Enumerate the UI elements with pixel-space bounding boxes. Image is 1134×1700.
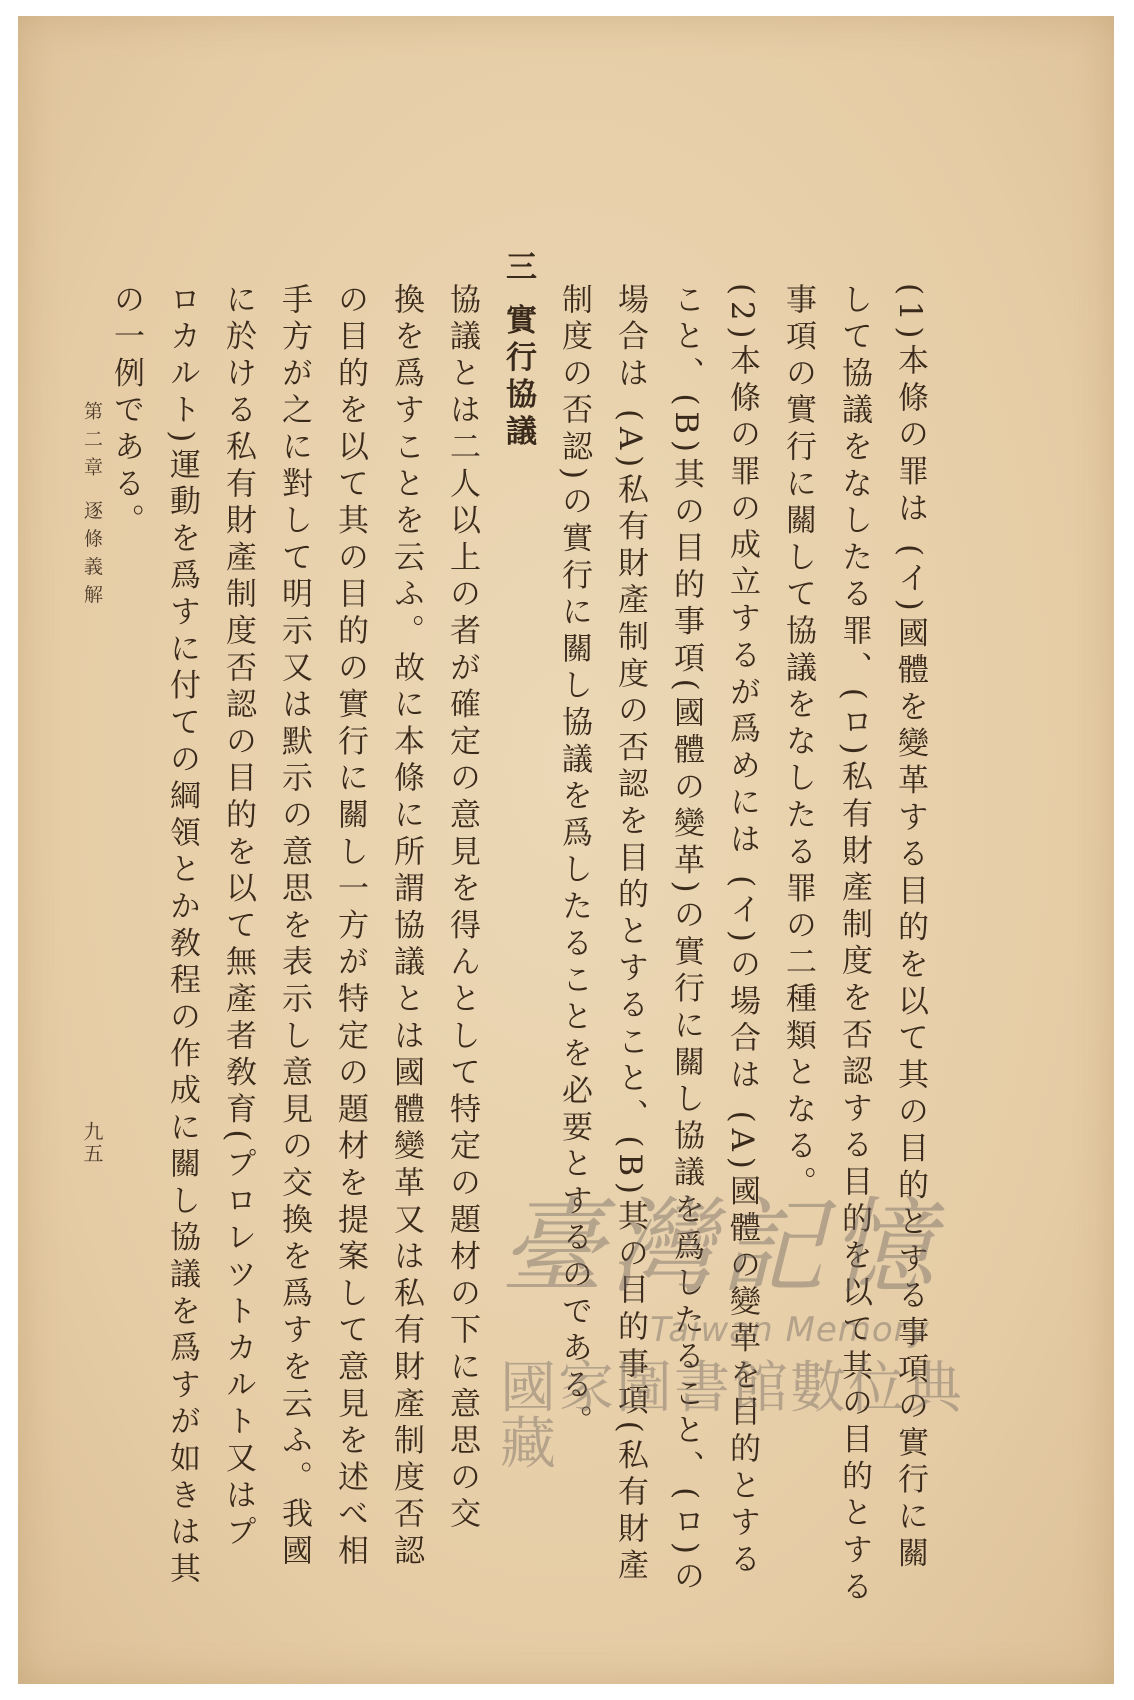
text-column-13: に於ける私有財產制度否認の目的を以て無產者敎育(プロレツトカルト又はプ <box>220 283 256 1553</box>
text-column-10: 換を爲すことを云ふ。故に本條に所謂協議とは國體變革又は私有財產制度否認 <box>388 283 424 1571</box>
text-column-15: の一例である。 <box>108 283 144 541</box>
running-head: 第二章 逐條義解 <box>81 401 103 613</box>
text-column-5: こと、(B)其の目的事項(國體の變革)の實行に關し協議を爲したること、(ロ)の <box>668 283 704 1597</box>
watermark-main-text: 臺灣記憶 <box>500 1186 941 1308</box>
text-column-12: 手方が之に對して明示又は默示の意思を表示し意見の交換を爲すを云ふ。我國 <box>276 283 312 1571</box>
text-column-7: 制度の否認)の實行に關し協議を爲したることを必要とするのである。 <box>556 283 592 1442</box>
text-column-6: 場合は (A)私有財產制度の否認を目的とすること、(B)其の目的事項(私有財產 <box>612 283 648 1586</box>
text-column-2: して協議をなしたる罪、(ロ)私有財產制度を否認する目的を以て其の目的とする <box>836 283 872 1607</box>
text-column-14: ロカルト)運動を爲すに付ての綱領とか敎程の作成に關し協議を爲すが如きは其 <box>164 283 200 1589</box>
section-heading: 三 實行協議 <box>500 250 536 452</box>
text-column-3: 事項の實行に關して協議をなしたる罪の二種類となる。 <box>780 283 816 1203</box>
text-column-1: (1)本條の罪は (イ)國體を變革する目的を以て其の目的とする事項の實行に關 <box>892 283 928 1574</box>
book-page <box>18 16 1114 1684</box>
watermark-sub-text: 國家圖書館數位典藏 <box>500 1356 964 1477</box>
text-column-4: (2)本條の罪の成立するが爲めには (イ)の場合は (A)國體の變革を目的とする <box>724 283 760 1580</box>
page-number: 九五 <box>80 1121 104 1165</box>
text-column-9: 協議とは二人以上の者が確定の意見を得んとして特定の題材の下に意思の交 <box>444 283 480 1535</box>
watermark-english-text: Taiwan Memory <box>650 1310 930 1350</box>
text-column-11: の目的を以て其の目的の實行に關し一方が特定の題材を提案して意見を述べ相 <box>332 283 368 1571</box>
